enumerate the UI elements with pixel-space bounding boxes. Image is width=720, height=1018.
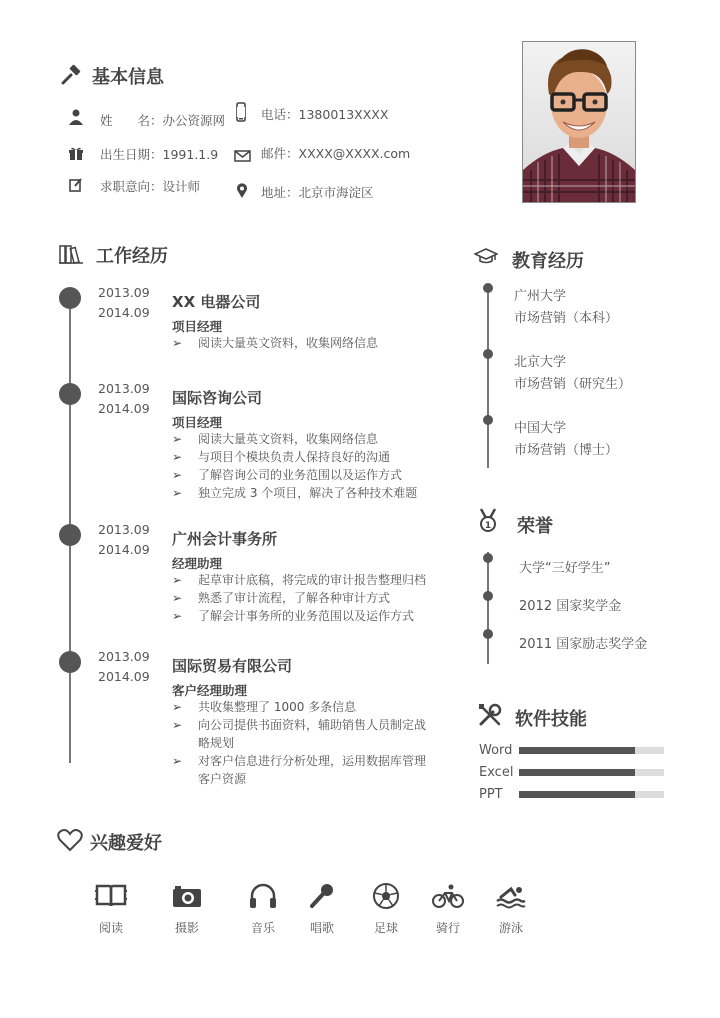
work-title: 工作经历 xyxy=(96,246,168,267)
work-bullets xyxy=(172,430,452,502)
phone-row xyxy=(261,105,388,123)
education-school: 北京大学 xyxy=(514,355,567,370)
work-bullet-text: 略规划 xyxy=(198,736,235,750)
work-bullet-item xyxy=(172,430,452,448)
work-bullet-text: 熟悉了审计流程，了解各种审计方式 xyxy=(198,591,391,605)
skill-bar-fill xyxy=(519,747,635,754)
hobby-item xyxy=(233,881,293,936)
education-major: 市场营销（研究生） xyxy=(514,377,632,392)
bullet-arrow-icon: ➢ xyxy=(172,718,183,732)
work-timeline-dot xyxy=(59,287,81,309)
honor-timeline-dot xyxy=(483,591,493,601)
work-role: 项目经理 xyxy=(172,415,223,430)
work-end-date: 2014.09 xyxy=(98,305,150,320)
bullet-arrow-icon: ➢ xyxy=(172,432,183,446)
skill-bar-fill xyxy=(519,769,635,776)
intent-row xyxy=(100,177,200,195)
hobbies-title: 兴趣爱好 xyxy=(90,833,162,854)
education-school: 广州大学 xyxy=(514,289,567,304)
work-bullet-text: 了解会计事务所的业务范围以及运作方式 xyxy=(198,609,415,623)
work-bullet-text: 向公司提供书面资料，辅助销售人员制定战 xyxy=(198,718,427,732)
heart-icon xyxy=(57,828,83,856)
skill-bar-track xyxy=(519,747,664,754)
phone-icon xyxy=(236,102,246,126)
work-end-date: 2014.09 xyxy=(98,669,150,684)
svg-text:1: 1 xyxy=(484,521,492,531)
email-row xyxy=(261,144,410,162)
work-bullet-text: 与项目个模块负责人保持良好的沟通 xyxy=(198,450,391,464)
work-bullet-text: 独立完成 3 个项目，解决了各种技术难题 xyxy=(198,486,418,500)
education-major: 市场营销（博士） xyxy=(514,443,619,458)
work-bullets xyxy=(172,334,452,352)
work-start-date: 2013.09 xyxy=(98,522,150,537)
skill-name: PPT xyxy=(479,787,503,802)
hammer-icon xyxy=(60,64,82,90)
hobby-item xyxy=(81,881,141,936)
hobby-label: 足球 xyxy=(373,921,398,935)
hobby-label: 阅读 xyxy=(98,921,123,935)
hobby-label: 游泳 xyxy=(498,921,523,935)
work-end-date: 2014.09 xyxy=(98,401,150,416)
work-bullet-item xyxy=(172,752,452,770)
bullet-arrow-icon: ➢ xyxy=(172,450,183,464)
headphones-icon xyxy=(233,881,293,911)
hobby-label: 摄影 xyxy=(174,921,199,935)
honor-timeline-dot xyxy=(483,553,493,563)
profile-photo xyxy=(522,41,636,203)
books-icon xyxy=(59,244,83,268)
work-bullets xyxy=(172,698,452,788)
work-timeline-dot xyxy=(59,524,81,546)
work-start-date: 2013.09 xyxy=(98,381,150,396)
work-role: 经理助理 xyxy=(172,556,223,571)
work-timeline-dot xyxy=(59,383,81,405)
work-bullet-text: 了解咨询公司的业务范围以及运作方式 xyxy=(198,468,403,482)
work-bullet-text: 起草审计底稿，将完成的审计报告整理归档 xyxy=(198,573,427,587)
work-timeline-dot xyxy=(59,651,81,673)
work-bullet-text: 对客户信息进行分析处理，运用数据库管理 xyxy=(198,754,427,768)
bullet-arrow-icon: ➢ xyxy=(172,609,183,623)
work-bullet-text: 阅读大量英文资料，收集网络信息 xyxy=(198,432,379,446)
work-bullet-item xyxy=(172,607,452,625)
skill-name: Excel xyxy=(479,765,514,780)
intent-value: 设计师 xyxy=(162,179,201,194)
address-value: 北京市海淀区 xyxy=(298,185,374,200)
work-bullet-text: 客户资源 xyxy=(198,772,247,786)
location-pin-icon xyxy=(236,183,248,203)
education-major: 市场营销（本科） xyxy=(514,311,619,326)
hobby-item xyxy=(292,881,352,936)
work-dates xyxy=(98,283,150,323)
work-bullet-text: 共收集整理了 1000 多条信息 xyxy=(198,700,357,714)
envelope-icon xyxy=(234,147,251,166)
bullet-arrow-icon: ➢ xyxy=(172,700,183,714)
email-value: XXXX@XXXX.com xyxy=(298,146,411,161)
work-dates xyxy=(98,520,150,560)
skills-title: 软件技能 xyxy=(515,709,587,730)
work-bullet-item xyxy=(172,589,452,607)
bullet-arrow-icon: ➢ xyxy=(172,754,183,768)
hobby-item xyxy=(481,881,541,936)
work-role: 项目经理 xyxy=(172,319,223,334)
honors-timeline-line xyxy=(487,552,489,664)
bicycle-icon xyxy=(418,881,478,911)
work-bullet-item xyxy=(172,334,452,352)
work-dates xyxy=(98,647,150,687)
camera-icon xyxy=(157,881,217,911)
work-bullet-item xyxy=(172,716,452,734)
honor-item: 大学“三好学生” xyxy=(519,561,611,576)
name-value: 办公资源网 xyxy=(162,113,226,128)
education-timeline-dot xyxy=(483,349,493,359)
work-start-date: 2013.09 xyxy=(98,649,150,664)
education-title: 教育经历 xyxy=(512,251,584,272)
skill-bar-fill xyxy=(519,791,635,798)
address-row xyxy=(261,183,374,201)
edit-icon xyxy=(69,177,83,196)
work-bullet-item xyxy=(172,770,452,788)
gift-icon xyxy=(68,145,84,164)
bullet-arrow-icon: ➢ xyxy=(172,573,183,587)
football-icon xyxy=(356,881,416,911)
honor-timeline-dot xyxy=(483,629,493,639)
work-bullet-item xyxy=(172,484,452,502)
education-school: 中国大学 xyxy=(514,421,567,436)
email-label: 邮件： xyxy=(261,146,299,161)
honor-item: 2011 国家励志奖学金 xyxy=(519,637,648,652)
work-bullet-item xyxy=(172,466,452,484)
work-bullet-item xyxy=(172,734,452,752)
hobby-label: 唱歌 xyxy=(309,921,334,935)
hobby-label: 音乐 xyxy=(250,921,275,935)
name-label: 姓 名： xyxy=(100,113,163,128)
work-company: XX 电器公司 xyxy=(172,293,261,311)
work-bullet-item xyxy=(172,448,452,466)
education-timeline-dot xyxy=(483,415,493,425)
hobby-item xyxy=(157,881,217,936)
phone-value: 1380013XXXX xyxy=(298,107,389,122)
work-company: 广州会计事务所 xyxy=(172,530,278,548)
book-icon xyxy=(81,881,141,911)
work-dates xyxy=(98,379,150,419)
work-bullet-item xyxy=(172,571,452,589)
swimming-icon xyxy=(481,881,541,911)
skill-bar-track xyxy=(519,791,664,798)
bullet-arrow-icon: ➢ xyxy=(172,486,183,500)
honor-item: 2012 国家奖学金 xyxy=(519,599,622,614)
education-timeline-line xyxy=(487,285,489,468)
skill-name: Word xyxy=(479,743,513,758)
hobby-label: 骑行 xyxy=(435,921,460,935)
work-bullet-item xyxy=(172,698,452,716)
work-start-date: 2013.09 xyxy=(98,285,150,300)
work-end-date: 2014.09 xyxy=(98,542,150,557)
intent-label: 求职意向： xyxy=(100,179,163,194)
work-role: 客户经理助理 xyxy=(172,683,248,698)
bullet-arrow-icon: ➢ xyxy=(172,336,183,350)
skill-bar-track xyxy=(519,769,664,776)
work-bullet-text: 阅读大量英文资料，收集网络信息 xyxy=(198,336,379,350)
hobby-item xyxy=(356,881,416,936)
basic-info-title: 基本信息 xyxy=(92,67,164,88)
bullet-arrow-icon: ➢ xyxy=(172,468,183,482)
honors-title: 荣誉 xyxy=(517,516,553,537)
microphone-icon xyxy=(292,881,352,911)
medal-icon xyxy=(478,508,498,538)
hobby-item xyxy=(418,881,478,936)
address-label: 地址： xyxy=(261,185,299,200)
bullet-arrow-icon: ➢ xyxy=(172,591,183,605)
tools-icon xyxy=(478,703,502,731)
birth-value: 1991.1.9 xyxy=(162,147,219,162)
name-row xyxy=(100,111,225,129)
birth-label: 出生日期： xyxy=(100,147,163,162)
graduation-cap-icon xyxy=(474,247,498,269)
work-company: 国际贸易有限公司 xyxy=(172,657,293,675)
phone-label: 电话： xyxy=(261,107,299,122)
education-timeline-dot xyxy=(483,283,493,293)
birth-row xyxy=(100,145,218,163)
work-company: 国际咨询公司 xyxy=(172,389,263,407)
person-icon xyxy=(69,109,83,129)
work-bullets xyxy=(172,571,452,625)
